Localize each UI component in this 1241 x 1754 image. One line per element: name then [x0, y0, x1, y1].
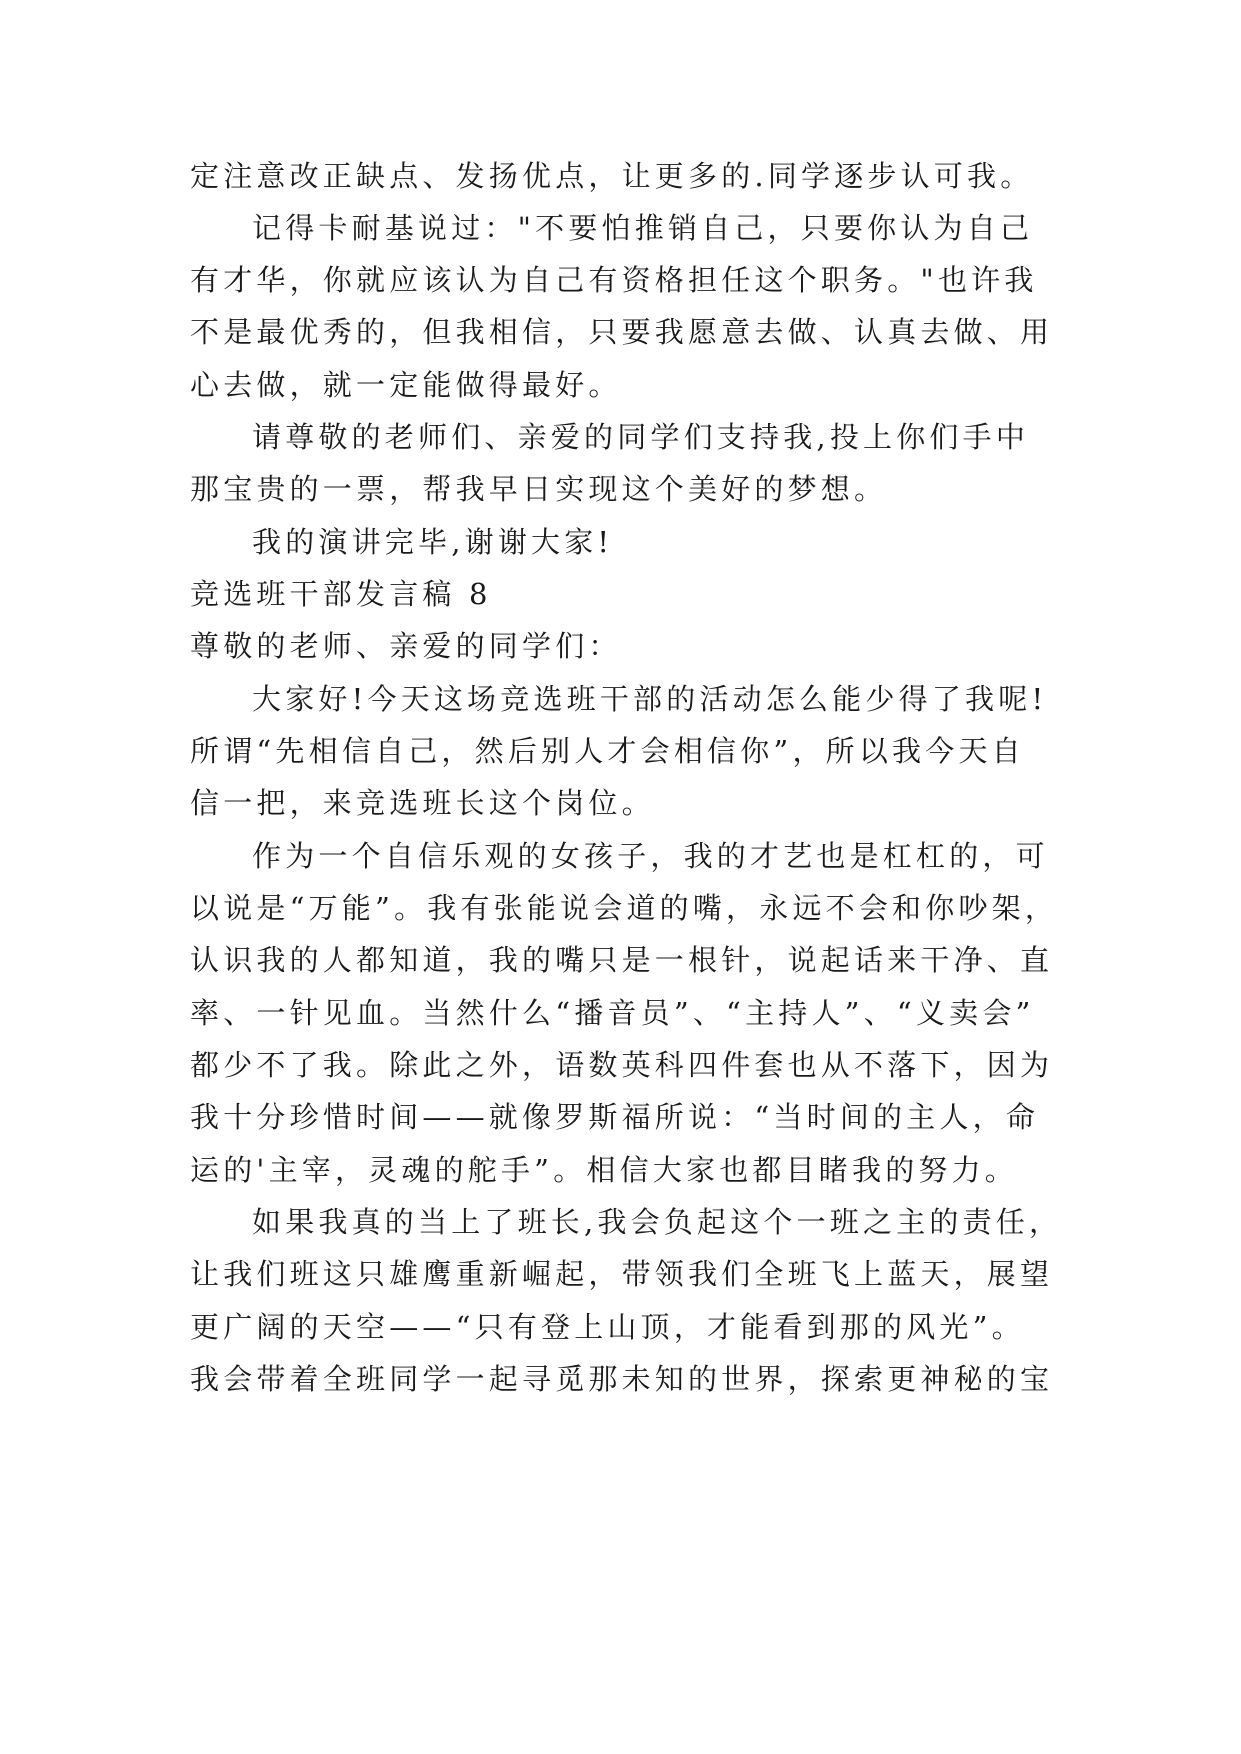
text-line: 如果我真的当上了班长,我会负起这个一班之主的责任， — [252, 1205, 1063, 1239]
text-line: 请尊敬的老师们、亲爱的同学们支持我,投上你们手中 — [252, 420, 1030, 454]
text-line: 记得卡耐基说过："不要怕推销自己，只要你认为自己 — [252, 211, 1034, 245]
text-line: 率、一针见血。当然什么“播音员”、“主持人”、“义卖会” — [190, 996, 1035, 1030]
text-line: 有才华，你就应该认为自己有资格担任这个职务。"也许我 — [190, 263, 1038, 297]
salutation: 尊敬的老师、亲爱的同学们： — [190, 629, 622, 663]
text-line: 大家好!今天这场竞选班干部的活动怎么能少得了我呢! — [252, 682, 1048, 716]
text-line: 我会带着全班同学一起寻觅那未知的世界，探索更神秘的宝 — [190, 1362, 1054, 1396]
text-line: 信一把，来竞选班长这个岗位。 — [190, 786, 655, 820]
text-line: 我的演讲完毕,谢谢大家! — [252, 525, 614, 559]
section-heading: 竞选班干部发言稿 8 — [190, 577, 492, 611]
text-line: 让我们班这只雄鹰重新崛起，带领我们全班飞上蓝天，展望 — [190, 1257, 1054, 1291]
text-line: 更广阔的天空——“只有登上山顶，才能看到那的风光”。 — [190, 1310, 1025, 1344]
text-line: 运的'主宰，灵魂的舵手”。相信大家也都目睹我的努力。 — [190, 1153, 1018, 1187]
text-line: 不是最优秀的，但我相信，只要我愿意去做、认真去做、用 — [190, 315, 1054, 349]
text-line: 以说是“万能”。我有张能说会道的嘴，永远不会和你吵架， — [190, 891, 1059, 925]
text-line: 所谓“先相信自己，然后别人才会相信你”，所以我今天自 — [190, 734, 1025, 768]
text-line: 都少不了我。除此之外，语数英科四件套也从不落下，因为 — [190, 1048, 1054, 1082]
text-line: 那宝贵的一票，帮我早日实现这个美好的梦想。 — [190, 472, 888, 506]
text-line: 作为一个自信乐观的女孩子，我的才艺也是杠杠的，可 — [252, 839, 1049, 873]
text-line: 我十分珍惜时间——就像罗斯福所说：“当时间的主人，命 — [190, 1100, 1040, 1134]
text-line: 心去做，就一定能做得最好。 — [190, 368, 622, 402]
text-line: 定注意改正缺点、发扬优点，让更多的.同学逐步认可我。 — [190, 159, 1034, 193]
text-line: 认识我的人都知道，我的嘴只是一根针，说起话来干净、直 — [190, 943, 1054, 977]
